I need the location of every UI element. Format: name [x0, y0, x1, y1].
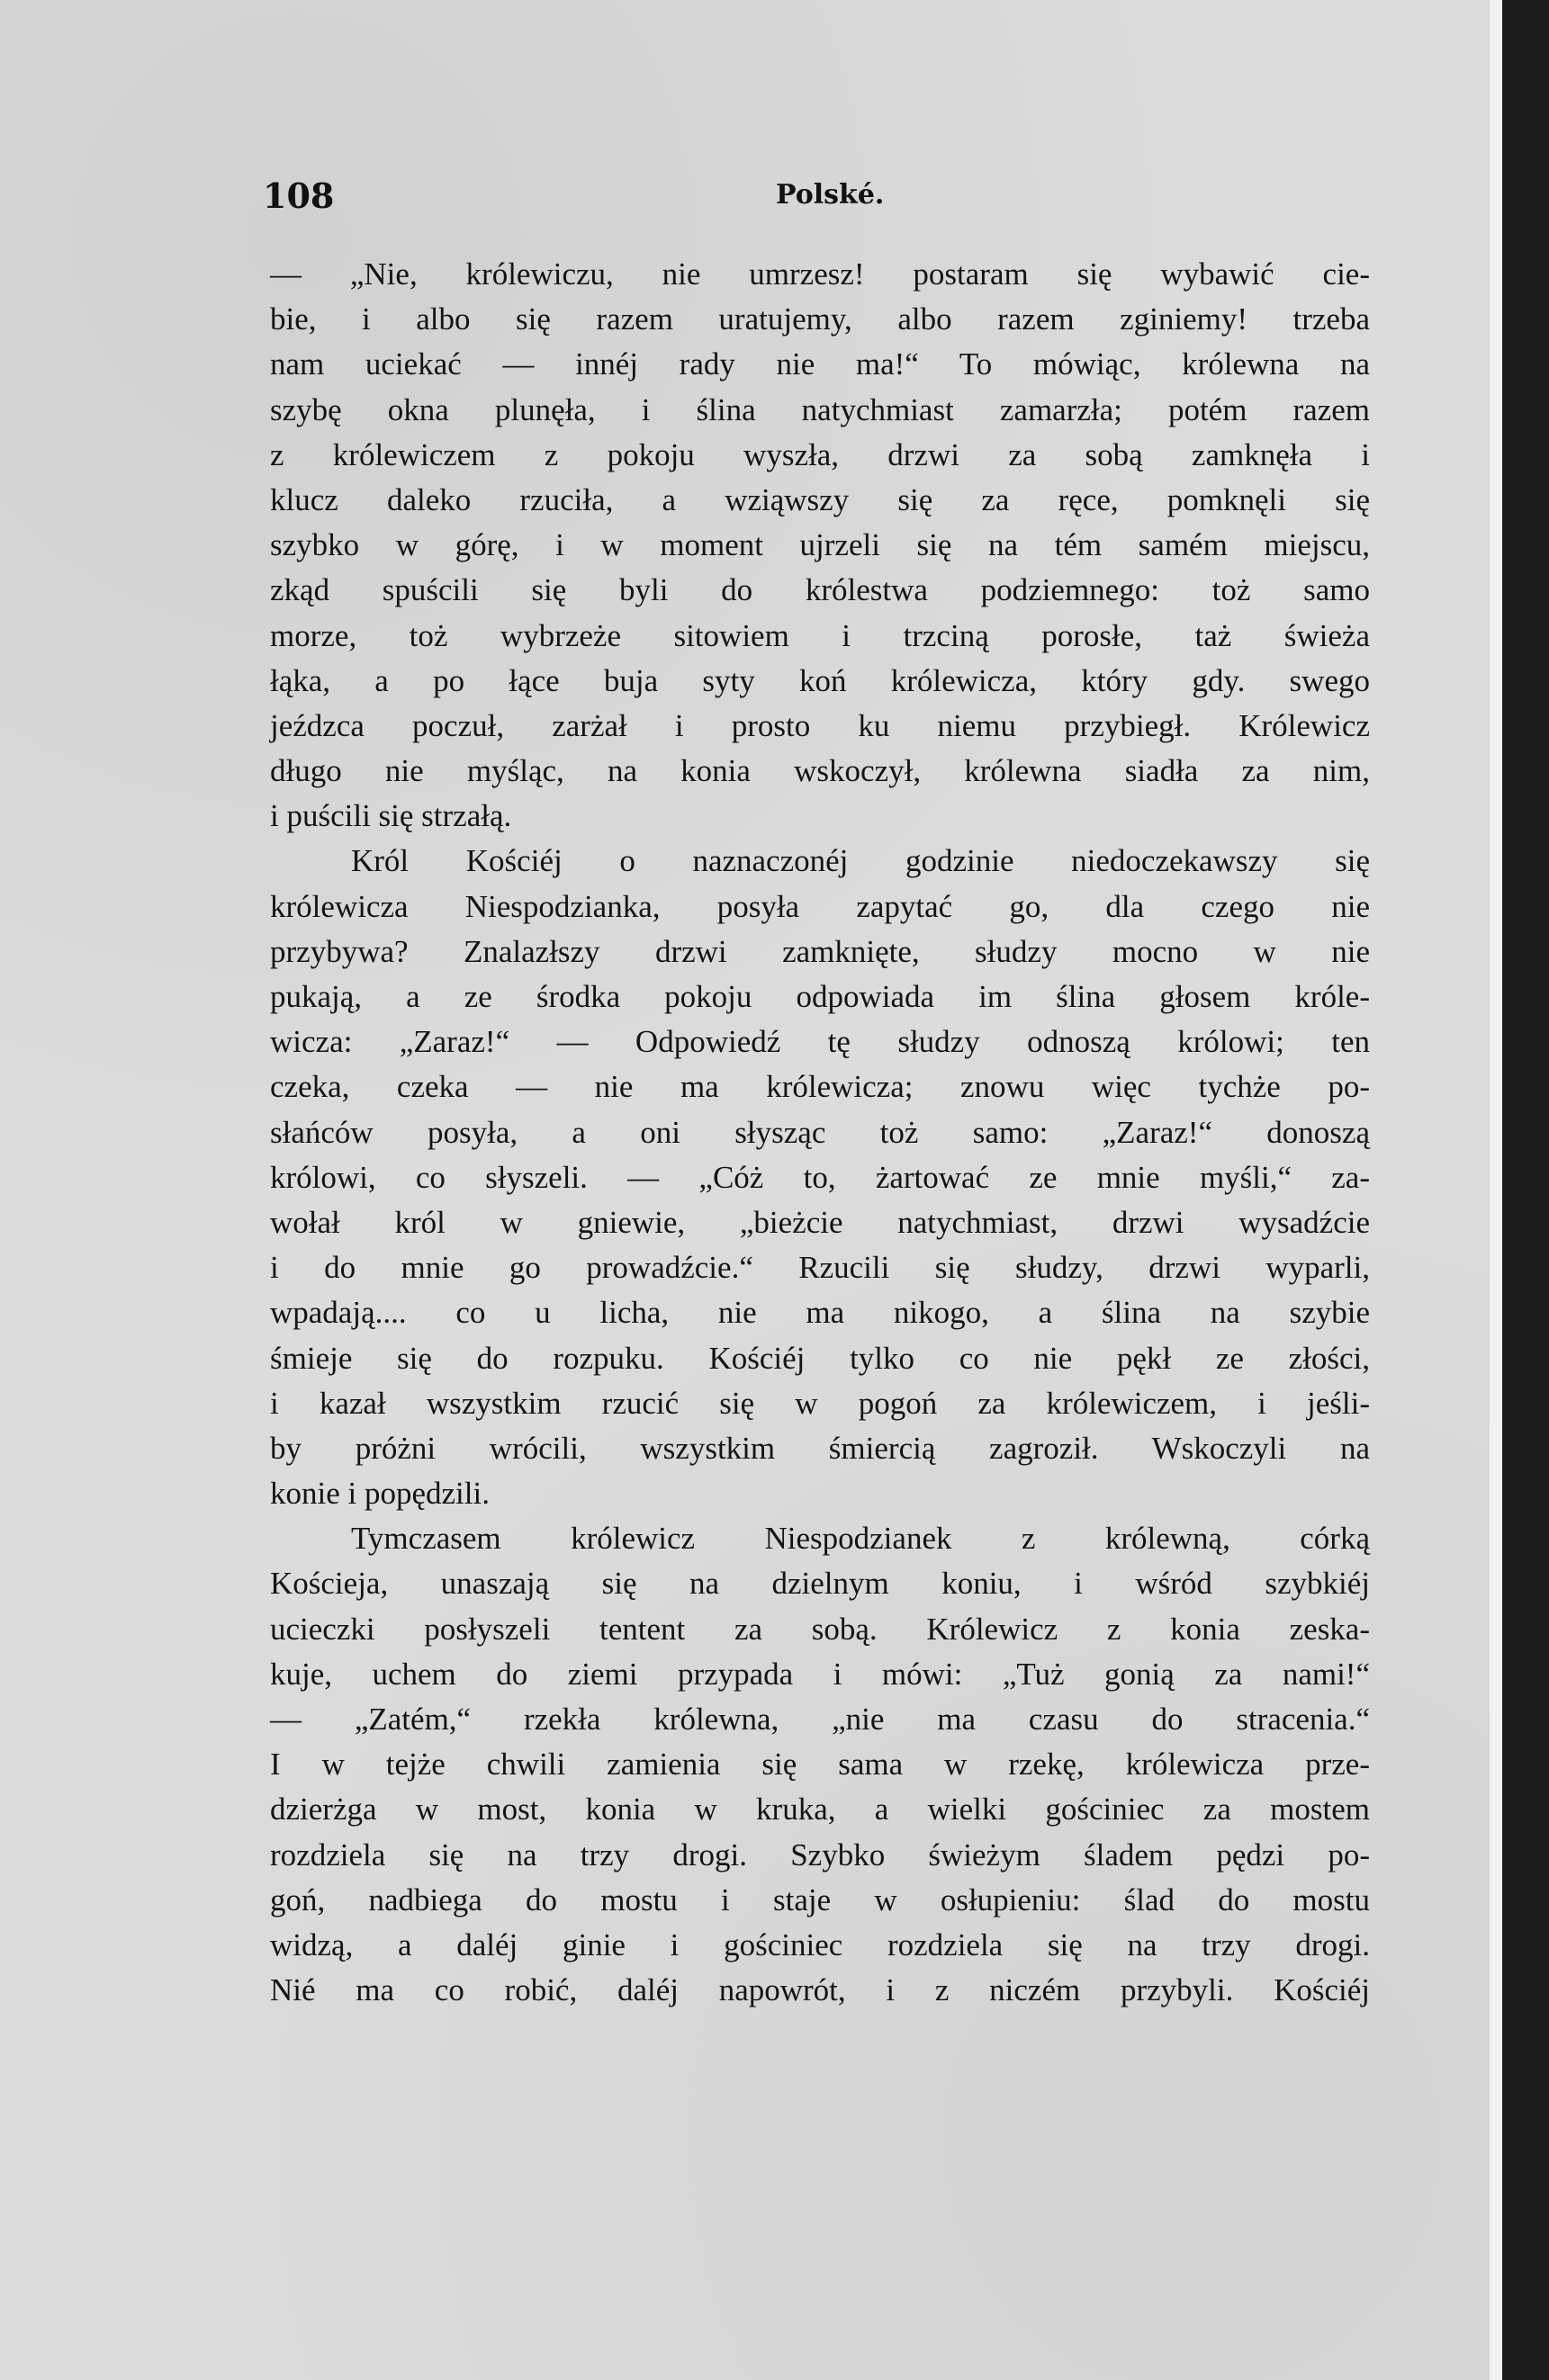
text-line: szybko w górę, i w moment ujrzeli się na tém samém miejscu, [270, 527, 1370, 563]
text-line: Tymczasem królewicz Niespodzianek z królewną, córką [351, 1521, 1370, 1557]
body-text [270, 252, 1370, 2013]
text-line: ucieczki posłyszeli tentent za sobą. Królewicz z konia zeska- [270, 1611, 1370, 1647]
running-title: Polské. [776, 179, 885, 211]
text-line: i do mnie go prowadźcie.“ Rzucili się słudzy, drzwi wyparli, [270, 1250, 1370, 1286]
text-line: kuje, uchem do ziemi przypada i mówi: „Tuż gonią za nami!“ [270, 1656, 1370, 1692]
text-line: pukają, a ze środka pokoju odpowiada im ślina głosem króle- [270, 979, 1370, 1014]
text-line: i kazał wszystkim rzucić się w pogoń za królewiczem, i jeśli- [270, 1385, 1370, 1421]
text-line: królowi, co słyszeli. — „Cóż to, żartować ze mnie myśli,“ za- [270, 1159, 1370, 1195]
text-line: konie i popędzili. [270, 1476, 490, 1512]
page-number: 108 [263, 175, 335, 216]
text-line: dzierżga w most, konia w kruka, a wielki gościniec za mostem [270, 1792, 1370, 1828]
text-line: czeka, czeka — nie ma królewicza; znowu więc tychże po- [270, 1069, 1370, 1105]
text-line: widzą, a daléj ginie i gościniec rozdziela się na trzy drogi. [270, 1926, 1370, 1962]
text-line: klucz daleko rzuciła, a wziąwszy się za ręce, pomknęli się [270, 481, 1370, 517]
text-line: śmieje się do rozpuku. Kościéj tylko co nie pękł ze złości, [270, 1340, 1370, 1376]
page-edge [1490, 0, 1502, 2380]
text-line: i puścili się strzałą. [270, 798, 512, 834]
text-line: I w tejże chwili zamienia się sama w rzekę, królewicza prze- [270, 1747, 1370, 1783]
text-line: Kościeja, unaszają się na dzielnym koniu, i wśród szybkiéj [270, 1566, 1370, 1602]
text-line: długo nie myśląc, na konia wskoczył, królewna siadła za nim, [270, 753, 1370, 789]
text-line: słańców posyła, a oni słysząc toż samo: „Zaraz!“ donoszą [270, 1114, 1370, 1150]
text-line: łąka, a po łące buja syty koń królewicza, który gdy. swego [270, 662, 1370, 698]
text-line: Nié ma co robić, daléj napowrót, i z niczém przybyli. Kościéj [270, 1972, 1370, 2008]
text-line: — „Nie, królewiczu, nie umrzesz! postaram się wybawić cie- [270, 256, 1370, 292]
page-header [263, 175, 1370, 220]
text-line: bie, i albo się razem uratujemy, albo razem zginiemy! trzeba [270, 301, 1370, 337]
text-line: z królewiczem z pokoju wyszła, drzwi za sobą zamknęła i [270, 436, 1370, 472]
text-line: królewicza Niespodzianka, posyła zapytać go, dla czego nie [270, 888, 1370, 924]
text-line: Król Kościéj o naznaczonéj godzinie niedoczekawszy się [351, 843, 1370, 879]
text-line: zkąd spuścili się byli do królestwa podziemnego: toż samo [270, 572, 1370, 608]
text-line: przybywa? Znalazłszy drzwi zamknięte, słudzy mocno w nie [270, 933, 1370, 969]
text-line: szybę okna plunęła, i ślina natychmiast zamarzła; potém razem [270, 391, 1370, 427]
text-line: wołał król w gniewie, „bieżcie natychmiast, drzwi wysadźcie [270, 1204, 1370, 1240]
text-line: jeźdzca poczuł, zarżał i prosto ku niemu przybiegł. Królewicz [270, 707, 1370, 743]
text-line: nam uciekać — innéj rady nie ma!“ To mówiąc, królewna na [270, 346, 1370, 382]
text-line: wpadają.... co u licha, nie ma nikogo, a ślina na szybie [270, 1295, 1370, 1331]
text-line: rozdziela się na trzy drogi. Szybko świeżym śladem pędzi po- [270, 1837, 1370, 1873]
text-line: goń, nadbiega do mostu i staje w osłupieniu: ślad do mostu [270, 1882, 1370, 1917]
text-line: by próżni wrócili, wszystkim śmiercią zagroził. Wskoczyli na [270, 1430, 1370, 1466]
text-line: morze, toż wybrzeże sitowiem i trzciną porosłe, taż świeża [270, 617, 1370, 653]
text-line: — „Zatém,“ rzekła królewna, „nie ma czasu do stracenia.“ [270, 1702, 1370, 1737]
text-line: wicza: „Zaraz!“ — Odpowiedź tę słudzy odnoszą królowi; ten [270, 1024, 1370, 1060]
